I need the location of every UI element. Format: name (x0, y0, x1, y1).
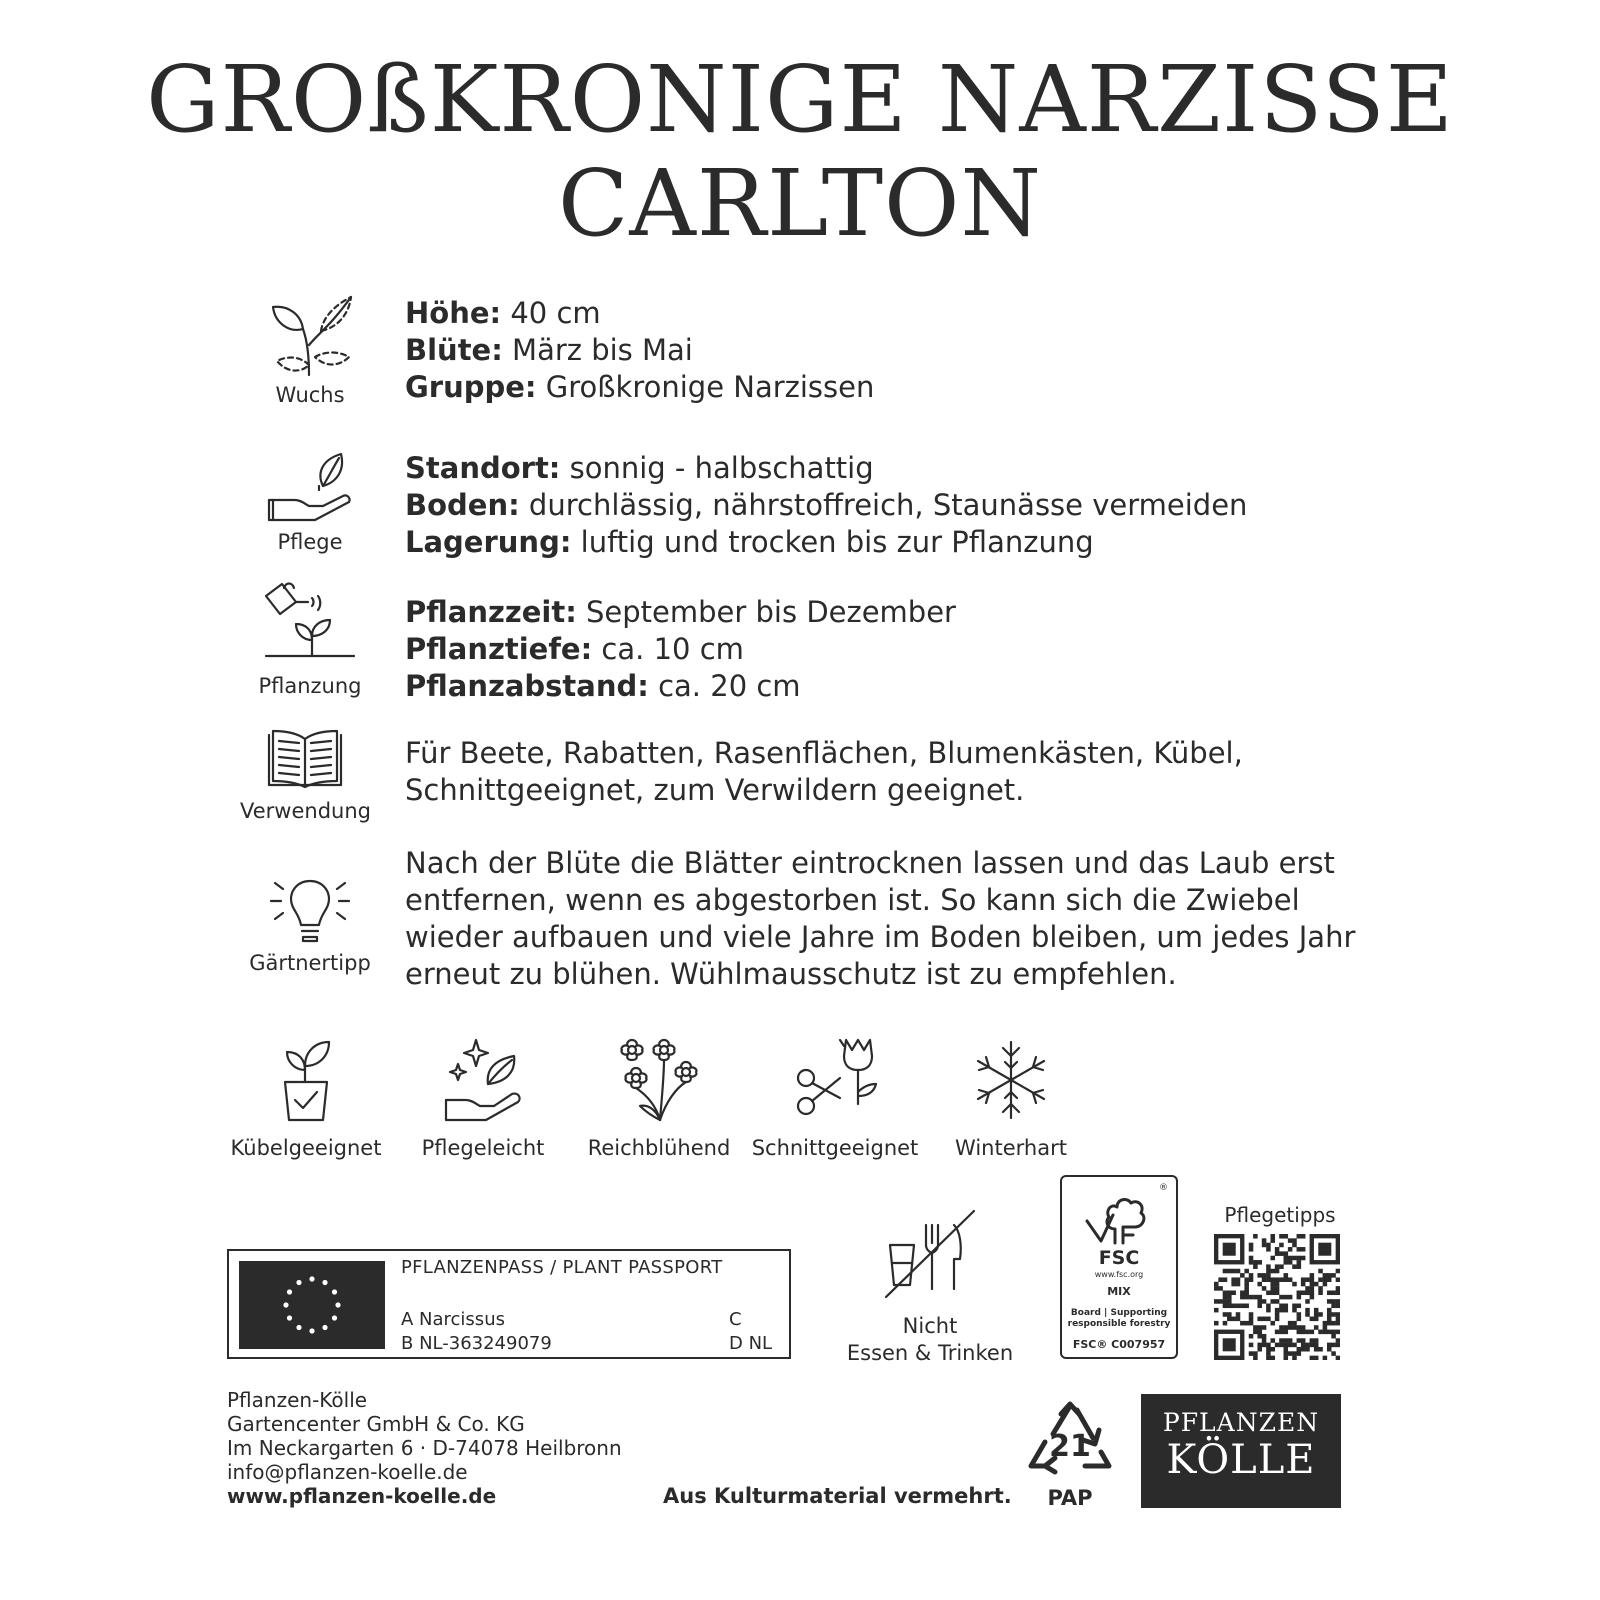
fsc-registered-mark: ® (1159, 1183, 1168, 1193)
section-label: Pflege (277, 530, 343, 554)
section-label: Gärtnertipp (249, 951, 371, 975)
address-email[interactable]: info@pflanzen-koelle.de (227, 1460, 468, 1484)
passport-field-a: A Narcissus (401, 1309, 505, 1330)
passport-title: PFLANZENPASS / PLANT PASSPORT (401, 1257, 723, 1278)
eu-stars-icon (239, 1261, 385, 1349)
section-pflege (240, 450, 1360, 590)
recycle-code: PAP (1047, 1486, 1093, 1510)
section-label: Verwendung (240, 799, 371, 823)
feature-reichbluehend (574, 1036, 744, 1160)
section-gaertnertipp (240, 845, 1360, 991)
hand-sparkle-leaf-icon (442, 1036, 524, 1124)
logo-line-1: PFLANZEN (1162, 1408, 1320, 1437)
passport-field-b: B NL-363249079 (401, 1333, 552, 1354)
no-eat-drink-icon (880, 1205, 980, 1301)
sprout-icon (265, 295, 355, 377)
fsc-code: FSC® C007957 (1072, 1338, 1166, 1351)
plant-passport (227, 1249, 791, 1359)
qr-code[interactable] (1214, 1234, 1340, 1364)
snowflake-icon (967, 1036, 1055, 1124)
info-line (405, 668, 1365, 705)
info-key: Höhe: (405, 296, 502, 330)
qr-code-icon (1214, 1234, 1340, 1360)
product-title-line-1: GROßKRONIGE NARZISSE (146, 46, 1454, 153)
section-label: Wuchs (275, 383, 345, 407)
info-line: Für Beete, Rabatten, Rasenflächen, Blumenkästen, Kübel, (405, 736, 1243, 770)
fsc-tree-icon (1079, 1185, 1159, 1247)
info-line (405, 450, 1365, 487)
info-line: Schnittgeeignet, zum Verwildern geeignet. (405, 773, 1025, 807)
info-line: Nach der Blüte die Blätter eintrocknen lassen und das Laub erst (405, 846, 1335, 880)
info-value: durchlässig, nährstoffreich, Staunässe vermeiden (519, 488, 1248, 522)
feature-label: Winterhart (955, 1136, 1067, 1160)
info-value: September bis Dezember (576, 595, 956, 629)
passport-field-d: D NL (729, 1333, 773, 1354)
fsc-name: FSC (1098, 1247, 1140, 1269)
fsc-desc-1: Board | Supporting (1070, 1308, 1168, 1318)
fsc-badge (1060, 1175, 1178, 1359)
hand-leaf-icon (265, 450, 355, 524)
not-edible-line-1: Nicht (902, 1314, 958, 1338)
feature-label: Reichblühend (587, 1136, 731, 1160)
info-key: Standort: (405, 451, 561, 485)
feature-label: Pflegeleicht (421, 1136, 545, 1160)
brand-logo (1141, 1394, 1341, 1508)
info-line: entfernen, wenn es abgestorben ist. So kann sich die Zwiebel (405, 883, 1300, 917)
section-pflanzung (240, 580, 1360, 720)
info-line (405, 295, 1365, 332)
section-label: Pflanzung (258, 674, 362, 698)
info-value: Großkronige Narzissen (536, 370, 875, 404)
info-value: ca. 20 cm (648, 669, 801, 703)
info-key: Blüte: (405, 333, 503, 367)
info-key: Pflanzabstand: (405, 669, 649, 703)
info-key: Boden: (405, 488, 520, 522)
info-value: sonnig - halbschattig (560, 451, 874, 485)
address-line-1: Pflanzen-Kölle (227, 1388, 368, 1412)
logo-line-2: KÖLLE (1166, 1437, 1316, 1483)
feature-label: Kübelgeeignet (230, 1136, 382, 1160)
feature-schnittgeeignet (750, 1036, 920, 1160)
info-line (405, 524, 1365, 561)
info-key: Lagerung: (405, 525, 572, 559)
feature-pflegeleicht (398, 1036, 568, 1160)
feature-kuebelgeeignet (221, 1036, 391, 1160)
recycle-triangle-icon (1025, 1400, 1115, 1486)
info-key: Gruppe: (405, 370, 537, 404)
recycling-symbol (1025, 1400, 1115, 1510)
potted-plant-icon (271, 1036, 341, 1124)
feature-label: Schnittgeeignet (751, 1136, 919, 1160)
fsc-desc-2: responsible forestry (1067, 1319, 1171, 1329)
watering-can-icon (262, 580, 358, 668)
book-icon (265, 727, 345, 793)
info-value: März bis Mai (502, 333, 693, 367)
info-value: ca. 10 cm (592, 632, 744, 666)
info-line (405, 631, 1365, 668)
not-edible-line-2: Essen & Trinken (846, 1341, 1014, 1365)
info-line (405, 369, 1365, 406)
lightbulb-icon (267, 873, 353, 945)
product-title-line-2: CARLTON (558, 150, 1042, 257)
company-address (227, 1388, 622, 1508)
eu-flag (239, 1261, 385, 1349)
info-value: luftig und trocken bis zur Pflanzung (571, 525, 1094, 559)
scissors-tulip-icon (792, 1036, 878, 1124)
info-line (405, 487, 1365, 524)
fsc-url: www.fsc.org (1094, 1270, 1144, 1279)
feature-winterhart (926, 1036, 1096, 1160)
product-title (0, 48, 1600, 256)
culture-material-note: Aus Kulturmaterial vermehrt. (663, 1484, 1012, 1508)
recycle-number: 21 (1049, 1429, 1091, 1464)
info-line: erneut zu blühen. Wühlmausschutz ist zu empfehlen. (405, 957, 1177, 991)
qr-label: Pflegetipps (1224, 1203, 1336, 1227)
address-website[interactable]: www.pflanzen-koelle.de (227, 1484, 497, 1508)
flowers-icon (616, 1036, 702, 1124)
info-line (405, 594, 1365, 631)
info-key: Pflanztiefe: (405, 632, 593, 666)
fsc-mix: MIX (1107, 1285, 1131, 1298)
address-line-2: Gartencenter GmbH & Co. KG (227, 1412, 525, 1436)
info-value: 40 cm (501, 296, 601, 330)
not-edible-notice (845, 1205, 1015, 1367)
address-line-3: Im Neckargarten 6 · D-74078 Heilbronn (227, 1436, 622, 1460)
info-line (405, 332, 1365, 369)
info-key: Pflanzzeit: (405, 595, 577, 629)
info-line: wieder aufbauen und viele Jahre im Boden bleiben, um jedes Jahr (405, 920, 1356, 954)
passport-field-c: C (729, 1309, 742, 1330)
section-wuchs (240, 295, 1360, 435)
